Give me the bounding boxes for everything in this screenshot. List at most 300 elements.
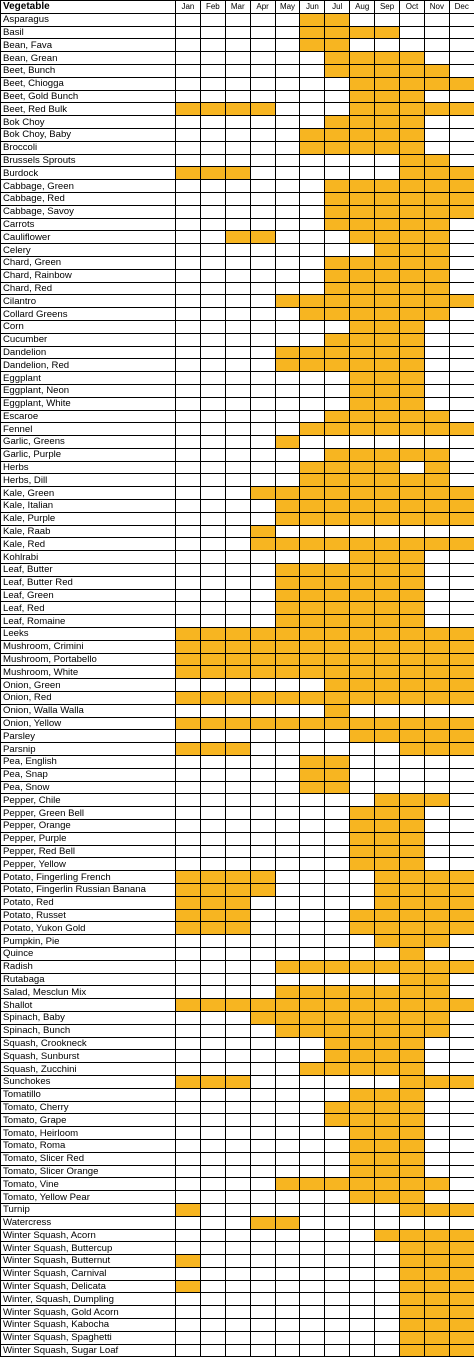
off-season-cell bbox=[325, 1331, 350, 1344]
in-season-cell bbox=[375, 909, 400, 922]
off-season-cell bbox=[200, 960, 225, 973]
off-season-cell bbox=[176, 77, 201, 90]
in-season-cell bbox=[350, 205, 375, 218]
off-season-cell bbox=[325, 372, 350, 385]
table-row bbox=[1, 896, 474, 909]
in-season-cell bbox=[424, 167, 449, 180]
in-season-cell bbox=[400, 64, 425, 77]
vegetable-name: Parsley bbox=[1, 730, 176, 743]
off-season-cell bbox=[275, 116, 300, 129]
in-season-cell bbox=[449, 730, 474, 743]
off-season-cell bbox=[325, 244, 350, 257]
vegetable-name: Onion, Walla Walla bbox=[1, 704, 176, 717]
vegetable-name: Pea, English bbox=[1, 756, 176, 769]
off-season-cell bbox=[275, 1267, 300, 1280]
vegetable-name: Winter Squash, Spaghetti bbox=[1, 1331, 176, 1344]
vegetable-name: Dandelion bbox=[1, 346, 176, 359]
table-row bbox=[1, 269, 474, 282]
off-season-cell bbox=[275, 1191, 300, 1204]
off-season-cell bbox=[225, 1139, 250, 1152]
off-season-cell bbox=[176, 205, 201, 218]
in-season-cell bbox=[375, 461, 400, 474]
off-season-cell bbox=[200, 832, 225, 845]
in-season-cell bbox=[375, 679, 400, 692]
off-season-cell bbox=[300, 1114, 325, 1127]
in-season-cell bbox=[424, 1267, 449, 1280]
off-season-cell bbox=[300, 794, 325, 807]
in-season-cell bbox=[350, 410, 375, 423]
off-season-cell bbox=[250, 128, 275, 141]
table-row bbox=[1, 295, 474, 308]
vegetable-name: Pea, Snow bbox=[1, 781, 176, 794]
in-season-cell bbox=[400, 192, 425, 205]
off-season-cell bbox=[176, 756, 201, 769]
in-season-cell bbox=[325, 1063, 350, 1076]
off-season-cell bbox=[300, 167, 325, 180]
off-season-cell bbox=[200, 1024, 225, 1037]
off-season-cell bbox=[449, 1037, 474, 1050]
off-season-cell bbox=[300, 871, 325, 884]
off-season-cell bbox=[176, 551, 201, 564]
vegetable-name: Winter Squash, Acorn bbox=[1, 1229, 176, 1242]
off-season-cell bbox=[200, 1063, 225, 1076]
in-season-cell bbox=[225, 922, 250, 935]
off-season-cell bbox=[250, 372, 275, 385]
table-row bbox=[1, 154, 474, 167]
off-season-cell bbox=[200, 320, 225, 333]
table-row bbox=[1, 1267, 474, 1280]
in-season-cell bbox=[275, 628, 300, 641]
off-season-cell bbox=[424, 39, 449, 52]
in-season-cell bbox=[400, 1178, 425, 1191]
in-season-cell bbox=[325, 1050, 350, 1063]
in-season-cell bbox=[176, 871, 201, 884]
in-season-cell bbox=[300, 39, 325, 52]
in-season-cell bbox=[375, 576, 400, 589]
off-season-cell bbox=[176, 397, 201, 410]
in-season-cell bbox=[325, 295, 350, 308]
off-season-cell bbox=[300, 947, 325, 960]
off-season-cell bbox=[250, 922, 275, 935]
off-season-cell bbox=[200, 1319, 225, 1332]
off-season-cell bbox=[275, 794, 300, 807]
in-season-cell bbox=[350, 461, 375, 474]
in-season-cell bbox=[350, 1139, 375, 1152]
off-season-cell bbox=[300, 116, 325, 129]
off-season-cell bbox=[449, 90, 474, 103]
off-season-cell bbox=[200, 141, 225, 154]
in-season-cell bbox=[350, 1114, 375, 1127]
off-season-cell bbox=[225, 1024, 250, 1037]
vegetable-name: Spinach, Baby bbox=[1, 1011, 176, 1024]
in-season-cell bbox=[250, 883, 275, 896]
off-season-cell bbox=[176, 538, 201, 551]
off-season-cell bbox=[449, 1191, 474, 1204]
in-season-cell bbox=[350, 679, 375, 692]
month-header-jul: Jul bbox=[325, 1, 350, 14]
in-season-cell bbox=[375, 717, 400, 730]
off-season-cell bbox=[325, 1216, 350, 1229]
off-season-cell bbox=[200, 820, 225, 833]
in-season-cell bbox=[449, 1255, 474, 1268]
off-season-cell bbox=[176, 346, 201, 359]
in-season-cell bbox=[325, 666, 350, 679]
in-season-cell bbox=[300, 461, 325, 474]
in-season-cell bbox=[424, 896, 449, 909]
in-season-cell bbox=[424, 448, 449, 461]
off-season-cell bbox=[225, 116, 250, 129]
vegetable-name: Beet, Red Bulk bbox=[1, 103, 176, 116]
in-season-cell bbox=[400, 448, 425, 461]
vegetable-name: Winter Squash, Delicata bbox=[1, 1280, 176, 1293]
off-season-cell bbox=[176, 1319, 201, 1332]
off-season-cell bbox=[275, 871, 300, 884]
off-season-cell bbox=[176, 218, 201, 231]
off-season-cell bbox=[449, 269, 474, 282]
in-season-cell bbox=[325, 474, 350, 487]
off-season-cell bbox=[275, 282, 300, 295]
off-season-cell bbox=[449, 820, 474, 833]
off-season-cell bbox=[176, 1229, 201, 1242]
off-season-cell bbox=[225, 1101, 250, 1114]
in-season-cell bbox=[375, 832, 400, 845]
vegetable-name: Eggplant, Neon bbox=[1, 384, 176, 397]
in-season-cell bbox=[200, 999, 225, 1012]
table-row bbox=[1, 13, 474, 26]
in-season-cell bbox=[275, 1024, 300, 1037]
off-season-cell bbox=[350, 883, 375, 896]
off-season-cell bbox=[176, 461, 201, 474]
off-season-cell bbox=[225, 487, 250, 500]
table-row bbox=[1, 26, 474, 39]
in-season-cell bbox=[300, 589, 325, 602]
off-season-cell bbox=[250, 384, 275, 397]
off-season-cell bbox=[275, 1293, 300, 1306]
off-season-cell bbox=[176, 256, 201, 269]
off-season-cell bbox=[176, 781, 201, 794]
off-season-cell bbox=[200, 256, 225, 269]
off-season-cell bbox=[350, 1267, 375, 1280]
off-season-cell bbox=[200, 756, 225, 769]
off-season-cell bbox=[449, 1165, 474, 1178]
off-season-cell bbox=[176, 13, 201, 26]
off-season-cell bbox=[225, 308, 250, 321]
off-season-cell bbox=[250, 218, 275, 231]
off-season-cell bbox=[200, 461, 225, 474]
in-season-cell bbox=[350, 1101, 375, 1114]
off-season-cell bbox=[449, 602, 474, 615]
in-season-cell bbox=[300, 756, 325, 769]
off-season-cell bbox=[176, 39, 201, 52]
in-season-cell bbox=[275, 295, 300, 308]
off-season-cell bbox=[275, 973, 300, 986]
off-season-cell bbox=[325, 922, 350, 935]
in-season-cell bbox=[375, 602, 400, 615]
table-row bbox=[1, 1152, 474, 1165]
in-season-cell bbox=[350, 551, 375, 564]
off-season-cell bbox=[424, 820, 449, 833]
in-season-cell bbox=[400, 794, 425, 807]
off-season-cell bbox=[275, 883, 300, 896]
off-season-cell bbox=[250, 960, 275, 973]
table-row bbox=[1, 372, 474, 385]
off-season-cell bbox=[300, 244, 325, 257]
in-season-cell bbox=[424, 730, 449, 743]
table-row bbox=[1, 858, 474, 871]
in-season-cell bbox=[375, 1152, 400, 1165]
in-season-cell bbox=[449, 1203, 474, 1216]
off-season-cell bbox=[424, 1037, 449, 1050]
off-season-cell bbox=[176, 1165, 201, 1178]
in-season-cell bbox=[300, 1063, 325, 1076]
off-season-cell bbox=[200, 1011, 225, 1024]
in-season-cell bbox=[449, 666, 474, 679]
in-season-cell bbox=[325, 679, 350, 692]
in-season-cell bbox=[200, 167, 225, 180]
in-season-cell bbox=[250, 525, 275, 538]
off-season-cell bbox=[200, 858, 225, 871]
in-season-cell bbox=[424, 717, 449, 730]
off-season-cell bbox=[325, 973, 350, 986]
off-season-cell bbox=[449, 461, 474, 474]
off-season-cell bbox=[200, 474, 225, 487]
off-season-cell bbox=[200, 13, 225, 26]
in-season-cell bbox=[325, 487, 350, 500]
in-season-cell bbox=[375, 1114, 400, 1127]
table-row bbox=[1, 180, 474, 193]
off-season-cell bbox=[424, 525, 449, 538]
off-season-cell bbox=[250, 768, 275, 781]
table-row bbox=[1, 1165, 474, 1178]
off-season-cell bbox=[350, 1331, 375, 1344]
off-season-cell bbox=[176, 372, 201, 385]
in-season-cell bbox=[375, 922, 400, 935]
off-season-cell bbox=[424, 141, 449, 154]
in-season-cell bbox=[350, 628, 375, 641]
in-season-cell bbox=[400, 320, 425, 333]
in-season-cell bbox=[250, 666, 275, 679]
in-season-cell bbox=[400, 308, 425, 321]
in-season-cell bbox=[424, 538, 449, 551]
in-season-cell bbox=[400, 410, 425, 423]
off-season-cell bbox=[325, 871, 350, 884]
in-season-cell bbox=[449, 909, 474, 922]
off-season-cell bbox=[250, 589, 275, 602]
off-season-cell bbox=[375, 768, 400, 781]
in-season-cell bbox=[350, 653, 375, 666]
in-season-cell bbox=[325, 333, 350, 346]
off-season-cell bbox=[424, 781, 449, 794]
in-season-cell bbox=[375, 282, 400, 295]
in-season-cell bbox=[449, 743, 474, 756]
in-season-cell bbox=[400, 1024, 425, 1037]
off-season-cell bbox=[275, 397, 300, 410]
table-row bbox=[1, 512, 474, 525]
in-season-cell bbox=[424, 282, 449, 295]
in-season-cell bbox=[325, 282, 350, 295]
in-season-cell bbox=[400, 858, 425, 871]
off-season-cell bbox=[225, 1191, 250, 1204]
off-season-cell bbox=[449, 359, 474, 372]
off-season-cell bbox=[275, 1063, 300, 1076]
in-season-cell bbox=[449, 883, 474, 896]
in-season-cell bbox=[400, 717, 425, 730]
off-season-cell bbox=[275, 154, 300, 167]
off-season-cell bbox=[225, 768, 250, 781]
off-season-cell bbox=[200, 205, 225, 218]
in-season-cell bbox=[275, 615, 300, 628]
off-season-cell bbox=[250, 1050, 275, 1063]
in-season-cell bbox=[325, 538, 350, 551]
in-season-cell bbox=[449, 103, 474, 116]
vegetable-name: Potato, Fingerlin Russian Banana bbox=[1, 883, 176, 896]
off-season-cell bbox=[176, 154, 201, 167]
off-season-cell bbox=[176, 1152, 201, 1165]
off-season-cell bbox=[250, 244, 275, 257]
in-season-cell bbox=[424, 922, 449, 935]
in-season-cell bbox=[325, 448, 350, 461]
table-row bbox=[1, 743, 474, 756]
in-season-cell bbox=[424, 474, 449, 487]
table-row bbox=[1, 397, 474, 410]
off-season-cell bbox=[200, 384, 225, 397]
off-season-cell bbox=[275, 308, 300, 321]
in-season-cell bbox=[424, 628, 449, 641]
off-season-cell bbox=[200, 448, 225, 461]
vegetable-name: Chard, Red bbox=[1, 282, 176, 295]
off-season-cell bbox=[176, 500, 201, 513]
in-season-cell bbox=[300, 615, 325, 628]
off-season-cell bbox=[176, 947, 201, 960]
in-season-cell bbox=[350, 269, 375, 282]
off-season-cell bbox=[200, 1088, 225, 1101]
in-season-cell bbox=[449, 896, 474, 909]
off-season-cell bbox=[225, 90, 250, 103]
off-season-cell bbox=[300, 1280, 325, 1293]
off-season-cell bbox=[250, 1063, 275, 1076]
off-season-cell bbox=[176, 858, 201, 871]
off-season-cell bbox=[350, 871, 375, 884]
in-season-cell bbox=[400, 128, 425, 141]
table-row bbox=[1, 1011, 474, 1024]
vegetable-name: Tomato, Roma bbox=[1, 1139, 176, 1152]
vegetable-name: Herbs, Dill bbox=[1, 474, 176, 487]
vegetable-name: Bok Choy, Baby bbox=[1, 128, 176, 141]
off-season-cell bbox=[424, 1088, 449, 1101]
off-season-cell bbox=[250, 909, 275, 922]
table-row bbox=[1, 308, 474, 321]
table-row bbox=[1, 1255, 474, 1268]
table-row bbox=[1, 1293, 474, 1306]
in-season-cell bbox=[325, 1101, 350, 1114]
off-season-cell bbox=[176, 423, 201, 436]
off-season-cell bbox=[200, 1127, 225, 1140]
off-season-cell bbox=[424, 320, 449, 333]
off-season-cell bbox=[250, 1101, 275, 1114]
off-season-cell bbox=[449, 333, 474, 346]
vegetable-name: Kale, Raab bbox=[1, 525, 176, 538]
in-season-cell bbox=[400, 77, 425, 90]
in-season-cell bbox=[325, 1037, 350, 1050]
off-season-cell bbox=[200, 1050, 225, 1063]
vegetable-name: Burdock bbox=[1, 167, 176, 180]
off-season-cell bbox=[225, 410, 250, 423]
off-season-cell bbox=[325, 1229, 350, 1242]
off-season-cell bbox=[250, 820, 275, 833]
off-season-cell bbox=[375, 1242, 400, 1255]
off-season-cell bbox=[225, 730, 250, 743]
vegetable-name: Leaf, Green bbox=[1, 589, 176, 602]
off-season-cell bbox=[275, 1101, 300, 1114]
off-season-cell bbox=[375, 1293, 400, 1306]
in-season-cell bbox=[350, 1063, 375, 1076]
off-season-cell bbox=[275, 781, 300, 794]
table-row bbox=[1, 871, 474, 884]
off-season-cell bbox=[300, 180, 325, 193]
in-season-cell bbox=[375, 1101, 400, 1114]
table-row bbox=[1, 167, 474, 180]
off-season-cell bbox=[250, 474, 275, 487]
off-season-cell bbox=[225, 1331, 250, 1344]
off-season-cell bbox=[225, 154, 250, 167]
table-row bbox=[1, 359, 474, 372]
table-row bbox=[1, 90, 474, 103]
off-season-cell bbox=[275, 256, 300, 269]
table-row bbox=[1, 730, 474, 743]
off-season-cell bbox=[250, 781, 275, 794]
off-season-cell bbox=[225, 436, 250, 449]
off-season-cell bbox=[250, 935, 275, 948]
off-season-cell bbox=[325, 1191, 350, 1204]
vegetable-name: Tomato, Cherry bbox=[1, 1101, 176, 1114]
off-season-cell bbox=[424, 384, 449, 397]
off-season-cell bbox=[375, 1216, 400, 1229]
off-season-cell bbox=[424, 346, 449, 359]
off-season-cell bbox=[449, 346, 474, 359]
in-season-cell bbox=[400, 397, 425, 410]
vegetable-name: Cilantro bbox=[1, 295, 176, 308]
in-season-cell bbox=[449, 295, 474, 308]
off-season-cell bbox=[300, 1152, 325, 1165]
off-season-cell bbox=[449, 1024, 474, 1037]
in-season-cell bbox=[350, 1165, 375, 1178]
in-season-cell bbox=[375, 487, 400, 500]
in-season-cell bbox=[375, 372, 400, 385]
off-season-cell bbox=[200, 768, 225, 781]
table-row bbox=[1, 704, 474, 717]
off-season-cell bbox=[225, 1293, 250, 1306]
in-season-cell bbox=[400, 909, 425, 922]
table-row bbox=[1, 794, 474, 807]
vegetable-name: Eggplant, White bbox=[1, 397, 176, 410]
vegetable-name: Herbs bbox=[1, 461, 176, 474]
vegetable-name: Winter Squash, Carnival bbox=[1, 1267, 176, 1280]
off-season-cell bbox=[200, 576, 225, 589]
off-season-cell bbox=[325, 77, 350, 90]
in-season-cell bbox=[200, 896, 225, 909]
table-row bbox=[1, 1203, 474, 1216]
table-row bbox=[1, 986, 474, 999]
off-season-cell bbox=[225, 564, 250, 577]
in-season-cell bbox=[449, 692, 474, 705]
off-season-cell bbox=[176, 52, 201, 65]
vegetable-name: Chard, Green bbox=[1, 256, 176, 269]
in-season-cell bbox=[250, 692, 275, 705]
off-season-cell bbox=[176, 282, 201, 295]
vegetable-name: Salad, Mesclun Mix bbox=[1, 986, 176, 999]
vegetable-name: Tomato, Vine bbox=[1, 1178, 176, 1191]
in-season-cell bbox=[375, 1011, 400, 1024]
